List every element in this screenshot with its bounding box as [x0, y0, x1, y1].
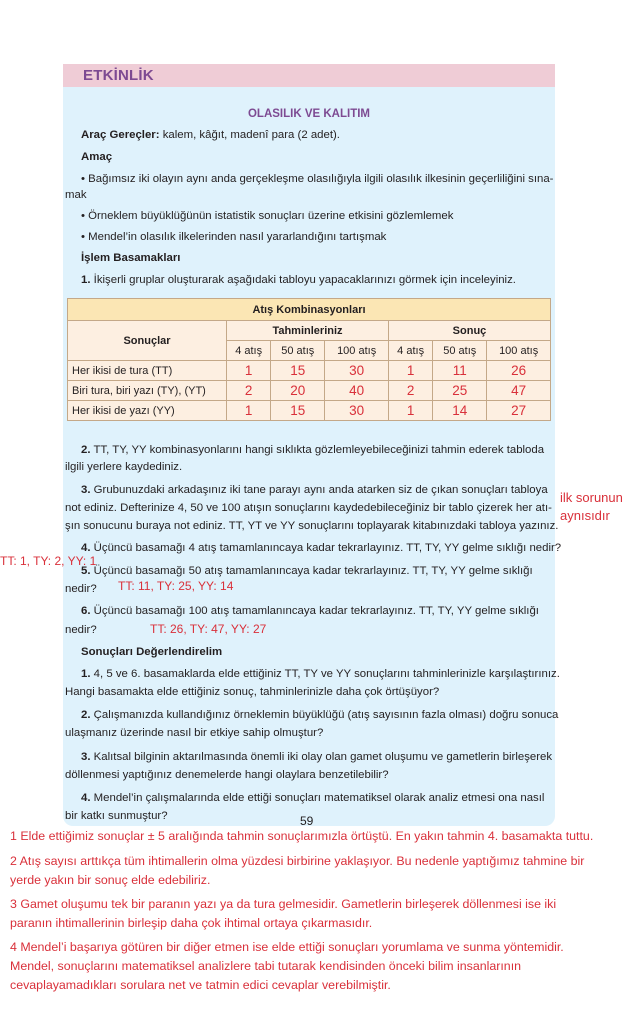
- cell-value: 26: [487, 361, 551, 381]
- answer-3-line-2: paranın ihtimallerinin birleşip daha çok ihtimal ortaya çıkarmasıdır.: [10, 916, 373, 930]
- step-5-answer: TT: 11, TY: 25, YY: 14: [118, 579, 234, 593]
- answer-2-line-1: 2 Atış sayısı arttıkça tüm ihtimallerin olma yüzdesi birbirine yaklaşıyor. Bu nedenle yaptığımız tahmine bir: [10, 854, 585, 868]
- question-number: 2.: [81, 709, 91, 721]
- materials-text: kalem, kâğıt, madenî para (2 adet).: [159, 129, 340, 141]
- table-row: [68, 361, 551, 381]
- answer-4-line-1: 4 Mendel’i başarıya götüren bir diğer etmen ise elde ettiği sonuçları yorumlama ve sunma yöntemidir.: [10, 940, 564, 954]
- table-col-header: 4 atış: [388, 341, 432, 361]
- eval-question-1: [81, 667, 560, 681]
- row-label: Her ikisi de yazı (YY): [68, 401, 227, 421]
- throw-combinations-table: [67, 298, 551, 421]
- step-6-answer: TT: 26, TY: 47, YY: 27: [150, 622, 267, 636]
- activity-card: [63, 64, 562, 826]
- step-2-cont: ilgili yerlere kaydediniz.: [65, 461, 183, 473]
- cell-value: 1: [227, 361, 271, 381]
- question-text: Kalıtsal bilginin aktarılmasında önemli iki olay olan gamet oluşumu ve gametlerin birleşerek: [90, 751, 553, 763]
- step-text: İkişerli gruplar oluşturarak aşağıdaki tabloyu yapacaklarınızı görmek için inceleyiniz.: [90, 274, 516, 286]
- cell-value: 25: [433, 381, 487, 401]
- materials-label: Araç Gereçler:: [81, 129, 160, 141]
- side-note-line-2: aynısıdır: [560, 508, 610, 523]
- aim-item-3: • Mendel’in olasılık ilkelerinden nasıl yararlandığını tartışmak: [81, 231, 387, 243]
- aim-item-2: • Örneklem büyüklüğünün istatistik sonuçları üzerine etkisini gözlemlemek: [81, 210, 454, 222]
- cell-value: 15: [271, 361, 325, 381]
- answer-3-line-1: 3 Gamet oluşumu tek bir paranın yazı ya da tura gelmesidir. Gametlerin birleşerek döllenmesi ise iki: [10, 897, 557, 911]
- cell-value: 30: [325, 361, 389, 381]
- cell-value: 2: [227, 381, 271, 401]
- eval-question-3-cont: döllenmesi yaptığınız denemelerde hangi olaylara benzetilebilir?: [65, 769, 389, 781]
- activity-title: OLASILIK VE KALITIM: [247, 108, 371, 120]
- cell-value: 27: [487, 401, 551, 421]
- step-3-cont-1: not ediniz. Defterinize 4, 50 ve 100 atışın sonuçlarını kaydedebileceğiniz bir tablo çizerek her atı-: [65, 502, 552, 514]
- table-caption: Atış Kombinasyonları: [68, 299, 551, 321]
- step-number: 5.: [81, 565, 91, 577]
- step-6: [81, 604, 539, 618]
- step-4: [81, 541, 561, 555]
- step-5: [81, 564, 533, 578]
- aim-item-1-cont: mak: [65, 189, 87, 201]
- step-3: [81, 483, 548, 497]
- question-text: Çalışmanızda kullandığınız örneklemin büyüklüğü (atış sayısının fazla olması) doğru sonuca: [90, 709, 559, 721]
- table-col-header: 50 atış: [271, 341, 325, 361]
- step-6-cont: nedir?: [65, 624, 97, 636]
- step-number: 6.: [81, 605, 91, 617]
- step-text: TT, TY, YY kombinasyonlarını hangi sıklıkta gözlemleyebileceğinizi tahmin ederek tabloda: [90, 444, 545, 456]
- cell-value: 11: [433, 361, 487, 381]
- cell-value: 40: [325, 381, 389, 401]
- step-text: Üçüncü basamağı 4 atış tamamlanıncaya kadar tekrarlayınız. TT, TY, YY gelme sıklığı nedir?: [90, 542, 562, 554]
- step-text: Üçüncü basamağı 100 atış tamamlanıncaya kadar tekrarlayınız. TT, TY, YY gelme sıklığı: [90, 605, 539, 617]
- aim-item-1: • Bağımsız iki olayın aynı anda gerçekleşme olasılığıyla ilgili olasılık ilkesinin geçerliliğini sına-: [81, 173, 554, 185]
- row-label: Her ikisi de tura (TT): [68, 361, 227, 381]
- cell-value: 15: [271, 401, 325, 421]
- cell-value: 14: [433, 401, 487, 421]
- row-label: Biri tura, biri yazı (TY), (YT): [68, 381, 227, 401]
- answer-4-line-3: cevaplayamadıkları sorulara net ve tatmin edici cevaplar verebilmiştir.: [10, 978, 391, 992]
- table-col-header: 100 atış: [325, 341, 389, 361]
- step-number: 4.: [81, 542, 91, 554]
- step-4-answer: TT: 1, TY: 2, YY: 1: [0, 554, 97, 568]
- step-3-cont-2: şın sonucunu buraya not ediniz. TT, YT ve YY sonuçlarını toplayarak kitabınızdaki tabloya yazınız.: [65, 520, 559, 532]
- evaluation-heading: Sonuçları Değerlendirelim: [81, 646, 223, 658]
- cell-value: 47: [487, 381, 551, 401]
- cell-value: 1: [388, 401, 432, 421]
- step-1: [81, 273, 516, 287]
- table-col-header: 4 atış: [227, 341, 271, 361]
- question-text: Mendel’in çalışmalarında elde ettiği sonuçları matematiksel olarak analiz etmesi ona nasıl: [90, 792, 545, 804]
- answer-2-line-2: yerde yakın bir sonuç elde edebiliriz.: [10, 873, 211, 887]
- cell-value: 1: [388, 361, 432, 381]
- answer-4-line-2: Mendel, sonuçlarını matematiksel analizlere tabi tutarak kendisinden önceki bilim insanlarının: [10, 959, 522, 973]
- table-col-header: 100 atış: [487, 341, 551, 361]
- eval-question-2: [81, 708, 558, 722]
- activity-header: [63, 64, 555, 87]
- steps-heading: İşlem Basamakları: [81, 252, 181, 264]
- table-row: [68, 401, 551, 421]
- step-number: 1.: [81, 274, 91, 286]
- question-text: 4, 5 ve 6. basamaklarda elde ettiğiniz TT, TY ve YY sonuçlarını tahminlerinizle karşılaştırınız.: [90, 668, 560, 680]
- eval-question-4: [81, 791, 544, 805]
- step-5-cont: nedir?: [65, 583, 97, 595]
- materials-line: [81, 128, 340, 142]
- step-number: 3.: [81, 484, 91, 496]
- activity-header-label: ETKİNLİK: [83, 67, 154, 84]
- step-text: Grubunuzdaki arkadaşınız iki tane parayı aynı anda atarken siz de çıkan sonuçları tabloya: [90, 484, 548, 496]
- table-group-estimates: Tahminleriniz: [227, 321, 389, 341]
- cell-value: 20: [271, 381, 325, 401]
- eval-question-3: [81, 750, 552, 764]
- aim-heading: Amaç: [81, 151, 113, 163]
- question-number: 3.: [81, 751, 91, 763]
- eval-question-1-cont: Hangi basamakta elde ettiğiniz sonuç, tahminlerinizle daha çok örtüşüyor?: [65, 686, 440, 698]
- eval-question-2-cont: ulaşmanız üzerinde nasıl bir etkiye sahip olmuştur?: [65, 727, 324, 739]
- side-note-line-1: ilk sorunun: [560, 490, 623, 505]
- page-number: 59: [300, 814, 314, 828]
- table-row-header: Sonuçlar: [68, 321, 227, 361]
- step-2: [81, 443, 544, 457]
- question-number: 4.: [81, 792, 91, 804]
- eval-question-4-cont: bir katkı sunmuştur?: [65, 810, 168, 822]
- table-col-header: 50 atış: [433, 341, 487, 361]
- step-number: 2.: [81, 444, 91, 456]
- question-number: 1.: [81, 668, 91, 680]
- table-row: [68, 381, 551, 401]
- cell-value: 30: [325, 401, 389, 421]
- table-group-results: Sonuç: [388, 321, 550, 341]
- cell-value: 2: [388, 381, 432, 401]
- answer-1: 1 Elde ettiğimiz sonuçlar ± 5 aralığında tahmin sonuçlarımızla örtüştü. En yakın tahmin 4. basamakta tuttu.: [10, 829, 594, 843]
- cell-value: 1: [227, 401, 271, 421]
- step-text: Üçüncü basamağı 50 atış tamamlanıncaya kadar tekrarlayınız. TT, TY, YY gelme sıklığı: [90, 565, 533, 577]
